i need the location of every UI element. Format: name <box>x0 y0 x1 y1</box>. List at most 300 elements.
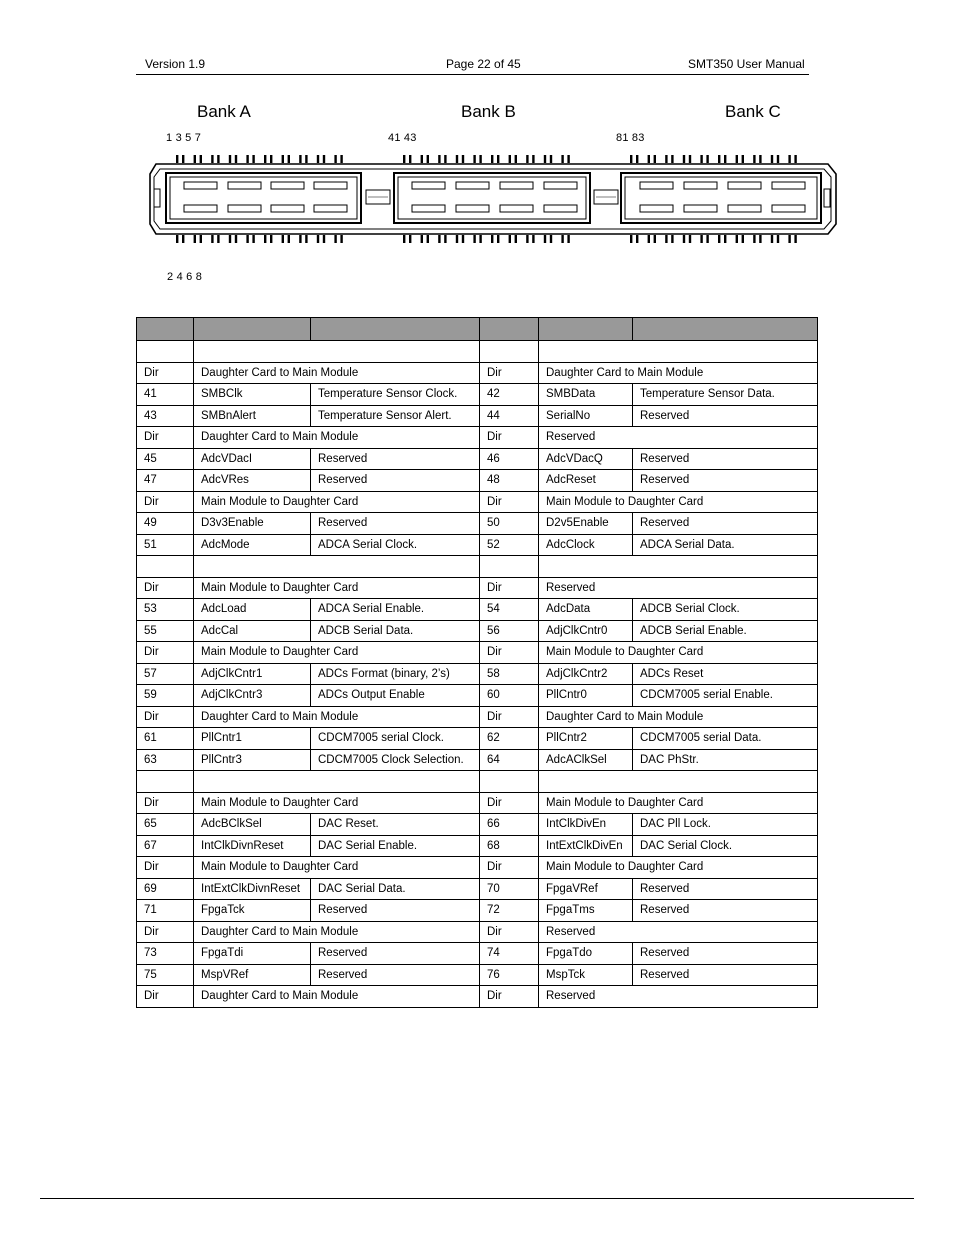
connector-pin <box>742 235 744 243</box>
connector-pin <box>340 235 342 243</box>
table-cell: Reserved <box>539 986 818 1008</box>
table-row <box>137 534 818 556</box>
connector-pin <box>636 235 638 243</box>
table-cell: Reserved <box>311 448 480 470</box>
connector-pin <box>403 235 405 243</box>
table-cell <box>539 318 633 341</box>
connector-pin <box>515 235 517 243</box>
table-cell: Main Module to Daughter Card <box>539 491 818 513</box>
table-cell: Reserved <box>539 921 818 943</box>
connector-pin <box>246 155 248 163</box>
table-cell: MspVRef <box>194 964 311 986</box>
table-cell: Dir <box>480 921 539 943</box>
table-cell: Dir <box>480 577 539 599</box>
connector-pin <box>630 235 632 243</box>
table-cell: Main Module to Daughter Card <box>194 577 480 599</box>
table-row <box>137 835 818 857</box>
connector-pin <box>288 235 290 243</box>
table-cell: Daughter Card to Main Module <box>539 362 818 384</box>
bank-b-top-pin-numbers: 41 43 <box>388 132 417 144</box>
connector-pin <box>176 235 178 243</box>
connector-pin <box>736 235 738 243</box>
table-cell: PllCntr2 <box>539 728 633 750</box>
table-cell: Reserved <box>311 900 480 922</box>
connector-pin <box>456 155 458 163</box>
table-cell: SMBData <box>539 384 633 406</box>
connector-pin <box>182 235 184 243</box>
table-row <box>137 792 818 814</box>
table-cell: D3v3Enable <box>194 513 311 535</box>
connector-pin <box>438 155 440 163</box>
table-cell: Dir <box>137 986 194 1008</box>
bank-c-body <box>621 173 821 223</box>
table-cell: DAC PhStr. <box>633 749 818 771</box>
table-cell: Dir <box>137 921 194 943</box>
connector-pin <box>323 155 325 163</box>
table-cell: AdcCal <box>194 620 311 642</box>
contact-slot <box>684 205 717 212</box>
table-cell: Reserved <box>633 448 818 470</box>
connector-pin <box>200 155 202 163</box>
table-cell: Dir <box>480 642 539 664</box>
connector-pin <box>427 235 429 243</box>
table-row <box>137 513 818 535</box>
connector-pin <box>491 235 493 243</box>
connector-pin <box>305 235 307 243</box>
latch-right <box>824 189 830 207</box>
table-row <box>137 642 818 664</box>
connector-pin <box>299 235 301 243</box>
connector-pin <box>282 155 284 163</box>
table-cell: FpgaTck <box>194 900 311 922</box>
table-row <box>137 427 818 449</box>
table-cell: Reserved <box>311 964 480 986</box>
table-cell: ADCs Format (binary, 2’s) <box>311 663 480 685</box>
table-cell: 74 <box>480 943 539 965</box>
connector-pin <box>252 155 254 163</box>
connector-pin <box>270 155 272 163</box>
table-cell: Reserved <box>633 900 818 922</box>
table-cell <box>137 771 194 793</box>
contact-slot <box>412 205 445 212</box>
table-row <box>137 857 818 879</box>
table-row <box>137 771 818 793</box>
table-cell: IntExtClkDivnReset <box>194 878 311 900</box>
table-row <box>137 706 818 728</box>
table-cell <box>480 318 539 341</box>
table-row <box>137 599 818 621</box>
table-cell: AdcData <box>539 599 633 621</box>
table-cell: Main Module to Daughter Card <box>539 792 818 814</box>
table-cell: Reserved <box>633 943 818 965</box>
connector-pin <box>544 235 546 243</box>
table-cell: 58 <box>480 663 539 685</box>
connector-pin <box>736 155 738 163</box>
connector-pin <box>252 235 254 243</box>
table-cell: ADCs Reset <box>633 663 818 685</box>
header-page-number: Page 22 of 45 <box>446 57 521 71</box>
table-cell: 55 <box>137 620 194 642</box>
table-cell: 49 <box>137 513 194 535</box>
table-cell: 48 <box>480 470 539 492</box>
table-cell: 61 <box>137 728 194 750</box>
connector-pin <box>532 235 534 243</box>
header-version: Version 1.9 <box>145 57 206 71</box>
connector-pin <box>689 235 691 243</box>
table-cell: 67 <box>137 835 194 857</box>
bank-b-label: Bank B <box>461 102 516 121</box>
connector-diagram <box>148 152 840 244</box>
table-cell: Reserved <box>311 513 480 535</box>
table-cell: Main Module to Daughter Card <box>194 792 480 814</box>
table-row <box>137 900 818 922</box>
connector-pin <box>718 155 720 163</box>
table-cell: ADCA Serial Data. <box>633 534 818 556</box>
connector-pin <box>235 155 237 163</box>
table-row <box>137 921 818 943</box>
connector-pin <box>217 155 219 163</box>
contact-slot <box>500 205 533 212</box>
table-cell: Reserved <box>311 470 480 492</box>
bank-a-bottom-pin-numbers: 2 4 6 8 <box>167 271 203 283</box>
connector-pin <box>515 155 517 163</box>
connector-pin <box>264 155 266 163</box>
table-cell: Reserved <box>633 470 818 492</box>
connector-housing-inner <box>154 169 831 229</box>
connector-pin <box>462 235 464 243</box>
connector-pin <box>567 155 569 163</box>
connector-pin <box>246 235 248 243</box>
connector-pin <box>544 155 546 163</box>
bank-c-top-pin-numbers: 81 83 <box>616 132 645 144</box>
table-cell: Dir <box>137 857 194 879</box>
table-cell: AdcBClkSel <box>194 814 311 836</box>
contact-slot <box>728 182 761 189</box>
contact-slot <box>314 182 347 189</box>
table-row <box>137 620 818 642</box>
contact-slot <box>228 205 261 212</box>
table-row <box>137 470 818 492</box>
table-cell: 66 <box>480 814 539 836</box>
connector-pin <box>718 235 720 243</box>
connector-pin <box>794 235 796 243</box>
contact-slot <box>314 205 347 212</box>
table-cell: Dir <box>480 427 539 449</box>
table-cell: AdcClock <box>539 534 633 556</box>
table-cell <box>539 341 818 363</box>
table-cell <box>539 556 818 578</box>
connector-pin <box>636 155 638 163</box>
connector-pin <box>444 235 446 243</box>
table-cell: IntExtClkDivEn <box>539 835 633 857</box>
connector-pin <box>567 235 569 243</box>
table-row <box>137 943 818 965</box>
connector-pin <box>176 155 178 163</box>
connector-pin <box>777 155 779 163</box>
connector-pin <box>229 155 231 163</box>
table-cell: ADCA Serial Enable. <box>311 599 480 621</box>
table-cell: PllCntr1 <box>194 728 311 750</box>
contact-slots <box>184 182 805 212</box>
table-cell: AdjClkCntr2 <box>539 663 633 685</box>
table-cell <box>194 771 480 793</box>
table-cell: 71 <box>137 900 194 922</box>
table-cell <box>633 318 818 341</box>
bottom-pin-row <box>176 235 797 243</box>
contact-slot <box>271 205 304 212</box>
table-cell <box>137 556 194 578</box>
table-cell: DAC Serial Data. <box>311 878 480 900</box>
contact-slot <box>271 182 304 189</box>
table-cell: DAC Serial Clock. <box>633 835 818 857</box>
connector-pin <box>288 155 290 163</box>
bank-a-top-pin-numbers: 1 3 5 7 <box>166 132 202 144</box>
table-cell: AdjClkCntr0 <box>539 620 633 642</box>
table-cell: SMBClk <box>194 384 311 406</box>
table-row <box>137 728 818 750</box>
connector-pin <box>438 235 440 243</box>
table-cell: 70 <box>480 878 539 900</box>
connector-pin <box>671 235 673 243</box>
connector-pin <box>473 155 475 163</box>
table-cell: CDCM7005 serial Data. <box>633 728 818 750</box>
connector-pin <box>456 235 458 243</box>
bank-b-body <box>394 173 590 223</box>
contact-slot <box>728 205 761 212</box>
table-cell: AdcReset <box>539 470 633 492</box>
table-cell: SMBnAlert <box>194 405 311 427</box>
table-cell: AdcLoad <box>194 599 311 621</box>
footer-rule <box>40 1198 914 1199</box>
table-cell <box>480 341 539 363</box>
table-cell: Temperature Sensor Alert. <box>311 405 480 427</box>
table-cell: Dir <box>480 362 539 384</box>
connector-pin <box>229 235 231 243</box>
table-cell: 56 <box>480 620 539 642</box>
table-cell: Reserved <box>539 427 818 449</box>
table-cell: Temperature Sensor Clock. <box>311 384 480 406</box>
table-cell: 53 <box>137 599 194 621</box>
connector-pin <box>771 235 773 243</box>
table-cell: 41 <box>137 384 194 406</box>
connector-pin <box>497 155 499 163</box>
table-cell: Reserved <box>539 577 818 599</box>
table-cell: 65 <box>137 814 194 836</box>
table-cell: Daughter Card to Main Module <box>194 362 480 384</box>
table-cell: 59 <box>137 685 194 707</box>
table-cell: 60 <box>480 685 539 707</box>
table-cell: AdcVDacQ <box>539 448 633 470</box>
connector-pin <box>777 235 779 243</box>
table-cell: 52 <box>480 534 539 556</box>
table-row <box>137 384 818 406</box>
contact-slot <box>544 182 577 189</box>
table-cell: Daughter Card to Main Module <box>194 986 480 1008</box>
header-document-title: SMT350 User Manual <box>688 57 805 71</box>
table-cell: IntClkDivnReset <box>194 835 311 857</box>
table-cell: Dir <box>137 362 194 384</box>
table-cell: ADCB Serial Clock. <box>633 599 818 621</box>
table-cell: PllCntr3 <box>194 749 311 771</box>
connector-pin <box>700 235 702 243</box>
table-cell: Dir <box>137 706 194 728</box>
connector-pin <box>689 155 691 163</box>
table-cell: 51 <box>137 534 194 556</box>
table-header-row <box>137 318 818 341</box>
contact-slot <box>228 182 261 189</box>
connector-pin <box>264 235 266 243</box>
connector-pin <box>282 235 284 243</box>
connector-pin <box>497 235 499 243</box>
table-cell: Reserved <box>633 405 818 427</box>
table-cell: DAC Pll Lock. <box>633 814 818 836</box>
table-cell <box>480 771 539 793</box>
table-cell: Daughter Card to Main Module <box>194 706 480 728</box>
table-cell: Daughter Card to Main Module <box>194 427 480 449</box>
table-cell: AdjClkCntr1 <box>194 663 311 685</box>
connector-pin <box>630 155 632 163</box>
table-cell: FpgaVRef <box>539 878 633 900</box>
table-cell: 43 <box>137 405 194 427</box>
table-cell: 76 <box>480 964 539 986</box>
table-cell: ADCA Serial Clock. <box>311 534 480 556</box>
table-cell: FpgaTdi <box>194 943 311 965</box>
table-cell: 45 <box>137 448 194 470</box>
table-cell: Dir <box>137 491 194 513</box>
table-cell <box>480 556 539 578</box>
table-cell: Dir <box>480 706 539 728</box>
table-cell: Main Module to Daughter Card <box>194 642 480 664</box>
connector-pin <box>403 155 405 163</box>
connector-pin <box>759 155 761 163</box>
table-row <box>137 964 818 986</box>
contact-slot <box>184 182 217 189</box>
contact-slot <box>544 205 577 212</box>
connector-pin <box>217 235 219 243</box>
table-cell: Main Module to Daughter Card <box>194 857 480 879</box>
table-cell: Dir <box>137 792 194 814</box>
connector-pin <box>334 155 336 163</box>
table-cell: Daughter Card to Main Module <box>539 706 818 728</box>
table-cell: Dir <box>137 427 194 449</box>
table-cell: 47 <box>137 470 194 492</box>
connector-pin <box>654 155 656 163</box>
table-cell: Daughter Card to Main Module <box>194 921 480 943</box>
table-row <box>137 448 818 470</box>
connector-pin <box>671 155 673 163</box>
table-cell: PllCntr0 <box>539 685 633 707</box>
connector-pin <box>334 235 336 243</box>
table-cell: DAC Reset. <box>311 814 480 836</box>
table-cell: Reserved <box>633 878 818 900</box>
table-cell: 62 <box>480 728 539 750</box>
table-cell <box>194 341 480 363</box>
connector-pin <box>194 155 196 163</box>
table-cell: AdcMode <box>194 534 311 556</box>
connector-pin <box>526 155 528 163</box>
table-cell: Main Module to Daughter Card <box>539 642 818 664</box>
table-row <box>137 491 818 513</box>
table-cell: 73 <box>137 943 194 965</box>
connector-pin <box>706 235 708 243</box>
connector-pin <box>742 155 744 163</box>
connector-pin <box>771 155 773 163</box>
connector-pin <box>473 235 475 243</box>
connector-pin <box>317 235 319 243</box>
table-cell <box>137 341 194 363</box>
table-cell: Reserved <box>633 513 818 535</box>
table-cell: 57 <box>137 663 194 685</box>
connector-pin <box>700 155 702 163</box>
table-cell: AdjClkCntr3 <box>194 685 311 707</box>
table-cell: CDCM7005 serial Clock. <box>311 728 480 750</box>
table-cell: 75 <box>137 964 194 986</box>
table-cell <box>137 318 194 341</box>
table-row <box>137 405 818 427</box>
table-cell: 44 <box>480 405 539 427</box>
connector-pin <box>235 235 237 243</box>
contact-slot <box>500 182 533 189</box>
connector-pin <box>491 155 493 163</box>
table-cell: 50 <box>480 513 539 535</box>
connector-pin <box>561 235 563 243</box>
table-cell: IntClkDivEn <box>539 814 633 836</box>
connector-pin <box>409 155 411 163</box>
connector-pin <box>683 235 685 243</box>
table-cell: Temperature Sensor Data. <box>633 384 818 406</box>
connector-pin <box>323 235 325 243</box>
connector-pin <box>532 155 534 163</box>
table-cell: ADCs Output Enable <box>311 685 480 707</box>
table-row <box>137 362 818 384</box>
connector-pin <box>683 155 685 163</box>
table-row <box>137 814 818 836</box>
table-cell: Dir <box>137 642 194 664</box>
table-cell: AdcVRes <box>194 470 311 492</box>
table-cell: Main Module to Daughter Card <box>194 491 480 513</box>
contact-slot <box>772 205 805 212</box>
table-cell: SerialNo <box>539 405 633 427</box>
bank-a-body <box>166 173 361 223</box>
table-cell: Reserved <box>311 943 480 965</box>
table-cell: 54 <box>480 599 539 621</box>
connector-pin <box>299 155 301 163</box>
connector-pin <box>270 235 272 243</box>
connector-pin <box>444 155 446 163</box>
connector-pin <box>194 235 196 243</box>
connector-pin <box>561 155 563 163</box>
connector-pin <box>462 155 464 163</box>
table-cell: AdcVDacI <box>194 448 311 470</box>
contact-slot <box>772 182 805 189</box>
table-cell: Dir <box>480 986 539 1008</box>
table-cell <box>194 556 480 578</box>
connector-pin <box>648 235 650 243</box>
connector-pin <box>409 235 411 243</box>
table-row <box>137 556 818 578</box>
table-cell: AdcAClkSel <box>539 749 633 771</box>
connector-pin <box>305 155 307 163</box>
bank-a-label: Bank A <box>197 102 251 121</box>
connector-pin <box>182 155 184 163</box>
connector-pin <box>788 235 790 243</box>
connector-pin <box>509 235 511 243</box>
contact-slot <box>640 182 673 189</box>
connector-pin <box>479 235 481 243</box>
table-cell <box>194 318 311 341</box>
table-row <box>137 878 818 900</box>
table-cell: FpgaTms <box>539 900 633 922</box>
